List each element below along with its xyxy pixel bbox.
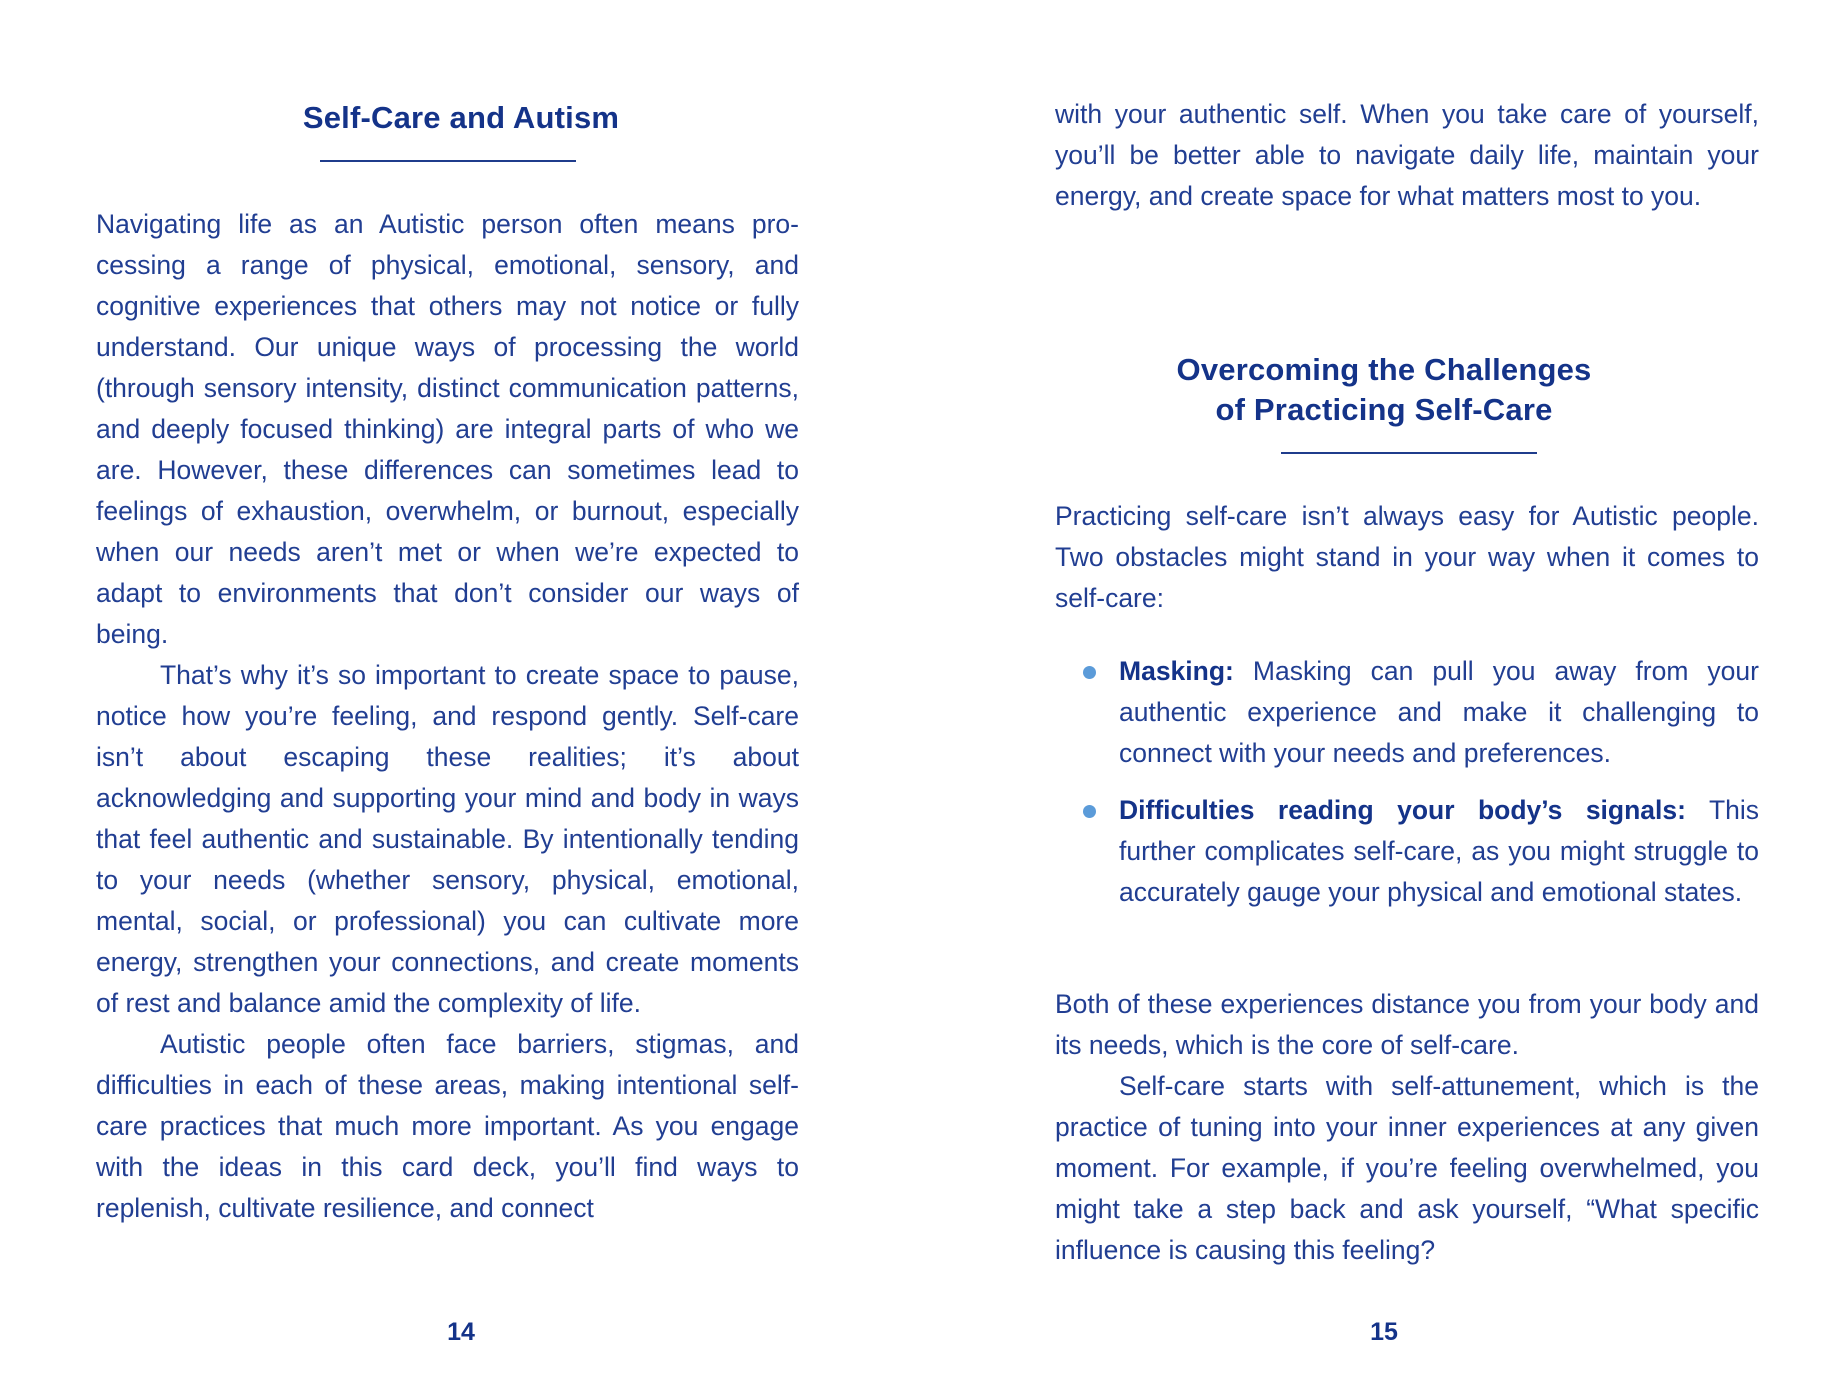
section-title [923,350,1845,430]
obstacle-list [1055,651,1759,913]
section-title: Self-Care and Autism [302,100,620,135]
body-paragraph: Practicing self-care isn’t always easy for Autistic people. Two obstacles might stand in your way when it comes to self-care: [1055,501,1759,613]
list-item [1055,790,1759,913]
bullet-icon [1083,666,1096,679]
right-page [923,0,1845,1400]
section-title-line: Overcoming the Challenges [1176,352,1592,387]
body-paragraph: Self-care starts with self-attunement, which is the practice of tuning into your inner experiences at any given moment. For example, if you’re feeling overwhelmed, you might take a step back and ask yourself, “What specific influence is causing this feeling? [1055,1071,1759,1265]
bullet-term: Masking: [1119,656,1234,686]
left-body-text [96,204,799,1229]
page-number: 14 [447,1318,475,1346]
bullet-term: Difficulties reading your body’s signals: [1119,795,1686,825]
body-paragraph: with your authentic self. When you take care of yourself, you’ll be better able to navigate daily life, maintain your energy, and create space for what matters most to you. [1055,99,1759,211]
section-title-line: of Practicing Self-Care [1215,392,1553,427]
body-paragraph: Both of these experiences distance you from your body and its needs, which is the core of self-care. [1055,989,1759,1060]
title-divider [1281,452,1537,454]
list-item [1055,651,1759,774]
body-paragraph: Autistic people often face barriers, stigmas, and difficulties in each of these areas, making intentional self-care practices that much more important. As you engage with the ideas in this card deck, you’ll find ways to replenish, cultivate resilience, and connect [96,1029,799,1223]
body-paragraph: That’s why it’s so important to create space to pause, notice how you’re feeling, and respond gently. Self-care isn’t about escaping these realities; it’s about acknowledging and supporting your mind and body in ways that feel authentic and sustainable. By intentionally tending to your needs (whether sensory, physical, emotional, mental, social, or professional) you can cultivate more energy, strengthen your connections, and create moments of rest and balance amid the complexity of life. [96,660,799,1018]
intro-text [1055,496,1759,619]
body-paragraph: Navigating life as an Autistic person often means processing a range of physical, emotional, sensory, and cognitive experiences that others may not notice or fully understand. Our unique ways of processing the world (through sensory intensity, distinct communication patterns, and deeply focused thinking) are integral parts of who we are. However, these differences can sometimes lead to feelings of exhaustion, overwhelm, or burnout, especially when our needs aren’t met or when we’re expected to adapt to environments that don’t consider our ways of being. [96,209,799,649]
right-body-text [1055,984,1759,1271]
title-divider [320,160,576,162]
bullet-icon [1083,805,1096,818]
continuation-text [1055,94,1759,217]
left-page [0,0,922,1400]
bullet-text: This further complicates self-care, as you might struggle to accurately gauge your physical and emotional states. [1119,795,1760,907]
bullet-text: Masking can pull you away from your authentic experience and make it challenging to connect with your needs and preferences. [1119,656,1759,768]
page-number: 15 [1370,1318,1398,1346]
